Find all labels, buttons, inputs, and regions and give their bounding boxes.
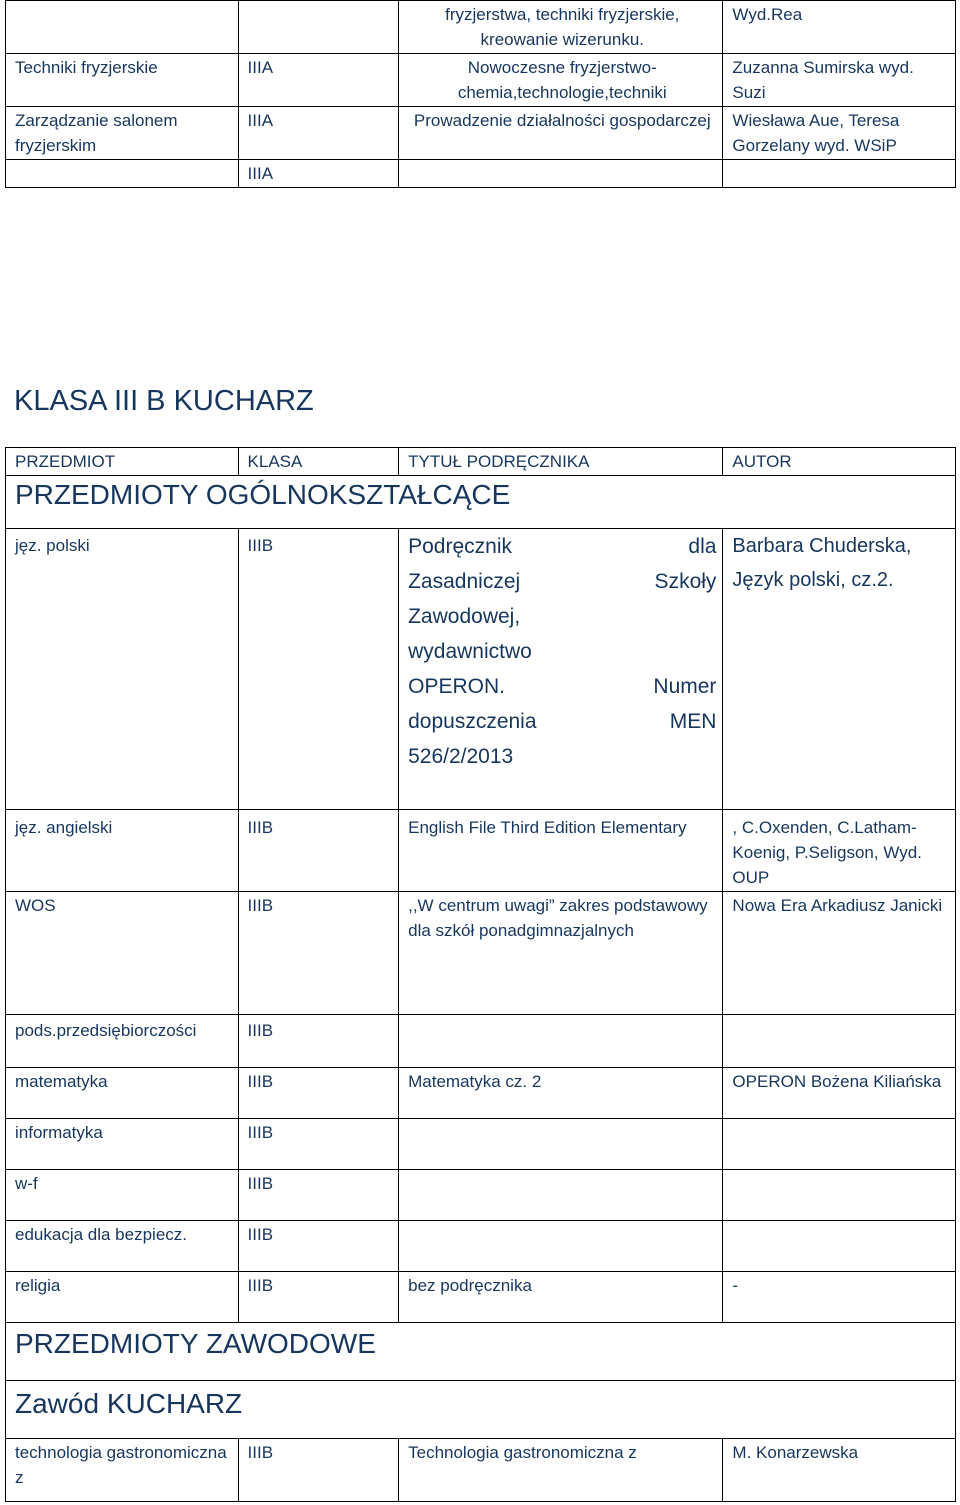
class-cell: IIIA — [238, 107, 399, 160]
subject-cell: jęz. polski — [6, 529, 239, 810]
subject-cell: w-f — [6, 1170, 239, 1221]
section-row — [6, 1381, 956, 1439]
subject-cell — [6, 160, 239, 188]
author-cell: Barbara Chuderska, Język polski, cz.2. — [723, 529, 956, 810]
title-line: Podręcznik dla — [408, 535, 717, 558]
author-cell — [723, 160, 956, 188]
class-heading: KLASA III B KUCHARZ — [14, 385, 314, 417]
author-cell: Wiesława Aue, Teresa Gorzelany wyd. WSiP — [723, 107, 956, 160]
section-vocational: PRZEDMIOTY ZAWODOWE — [6, 1323, 956, 1381]
title-cell — [399, 1015, 723, 1068]
title-cell: Matematyka cz. 2 — [399, 1068, 723, 1119]
title-cell: English File Third Edition Elementary — [399, 810, 723, 892]
header-row — [6, 448, 956, 476]
title-cell — [399, 160, 723, 188]
title-line: wydawnictwo — [408, 640, 532, 663]
class-cell: IIIB — [238, 529, 399, 810]
title-line: Zawodowej, — [408, 605, 521, 628]
title-line: OPERON. Numer — [408, 675, 717, 698]
title-cell: fryzjerstwa, techniki fryzjerskie, kreowanie wizerunku. — [399, 1, 723, 54]
subject-cell: pods.przedsiębiorczości — [6, 1015, 239, 1068]
class-cell: IIIB — [238, 1119, 399, 1170]
subject-cell: informatyka — [6, 1119, 239, 1170]
author-cell: - — [723, 1272, 956, 1323]
title-cell — [399, 1170, 723, 1221]
textbook-table — [5, 447, 956, 1502]
subject-cell: Zarządzanie salonem fryzjerskim — [6, 107, 239, 160]
table-row — [6, 160, 956, 188]
header-subject: PRZEDMIOT — [6, 448, 239, 476]
section-row — [6, 476, 956, 529]
table-row — [6, 1221, 956, 1272]
subject-cell — [6, 1, 239, 54]
subject-cell: edukacja dla bezpiecz. — [6, 1221, 239, 1272]
table-row — [6, 1272, 956, 1323]
section-row — [6, 1323, 956, 1381]
title-cell: ,,W centrum uwagi” zakres podstawowy dla szkół ponadgimnazjalnych — [399, 892, 723, 1015]
title-cell — [399, 1221, 723, 1272]
title-line: 526/2/2013 — [408, 745, 514, 768]
table-row — [6, 1170, 956, 1221]
table-row — [6, 1439, 956, 1502]
class-cell: IIIA — [238, 160, 399, 188]
class-cell — [238, 1, 399, 54]
table-row — [6, 54, 956, 107]
class-cell: IIIB — [238, 892, 399, 1015]
title-cell: Technologia gastronomiczna z — [399, 1439, 723, 1502]
subject-cell: jęz. angielski — [6, 810, 239, 892]
title-cell — [399, 1119, 723, 1170]
class-cell: IIIA — [238, 54, 399, 107]
title-cell — [399, 529, 723, 810]
class-cell: IIIB — [238, 1221, 399, 1272]
author-cell — [723, 1221, 956, 1272]
author-cell: M. Konarzewska — [723, 1439, 956, 1502]
author-cell: , C.Oxenden, C.Latham-Koenig, P.Seligson, Wyd. OUP — [723, 810, 956, 892]
table-row — [6, 1068, 956, 1119]
table-row — [6, 1119, 956, 1170]
subject-cell: matematyka — [6, 1068, 239, 1119]
table-row — [6, 529, 956, 810]
title-cell: bez podręcznika — [399, 1272, 723, 1323]
table-row — [6, 892, 956, 1015]
title-cell: Nowoczesne fryzjerstwo-chemia,technologie,techniki — [399, 54, 723, 107]
class-cell: IIIB — [238, 1170, 399, 1221]
table-row — [6, 1, 956, 54]
class-cell: IIIB — [238, 1015, 399, 1068]
class-cell: IIIB — [238, 1439, 399, 1502]
profession-heading: Zawód KUCHARZ — [6, 1381, 956, 1439]
title-line: dopuszczenia MEN — [408, 710, 717, 733]
author-cell — [723, 1015, 956, 1068]
header-class: KLASA — [238, 448, 399, 476]
header-title: TYTUŁ PODRĘCZNIKA — [399, 448, 723, 476]
table-row — [6, 1015, 956, 1068]
subject-cell: technologia gastronomiczna z — [6, 1439, 239, 1502]
table-row — [6, 107, 956, 160]
class-cell: IIIB — [238, 810, 399, 892]
author-cell — [723, 1170, 956, 1221]
class-cell: IIIB — [238, 1068, 399, 1119]
table-row — [6, 810, 956, 892]
header-author: AUTOR — [723, 448, 956, 476]
top-textbook-table — [5, 0, 956, 188]
title-cell: Prowadzenie działalności gospodarczej — [399, 107, 723, 160]
author-cell — [723, 1119, 956, 1170]
subject-cell: WOS — [6, 892, 239, 1015]
class-cell: IIIB — [238, 1272, 399, 1323]
section-general: PRZEDMIOTY OGÓLNOKSZTAŁCĄCE — [6, 476, 956, 529]
author-cell: Wyd.Rea — [723, 1, 956, 54]
author-cell: Zuzanna Sumirska wyd. Suzi — [723, 54, 956, 107]
subject-cell: religia — [6, 1272, 239, 1323]
subject-cell: Techniki fryzjerskie — [6, 54, 239, 107]
author-cell: OPERON Bożena Kiliańska — [723, 1068, 956, 1119]
author-cell: Nowa Era Arkadiusz Janicki — [723, 892, 956, 1015]
title-line: Zasadniczej Szkoły — [408, 570, 717, 593]
